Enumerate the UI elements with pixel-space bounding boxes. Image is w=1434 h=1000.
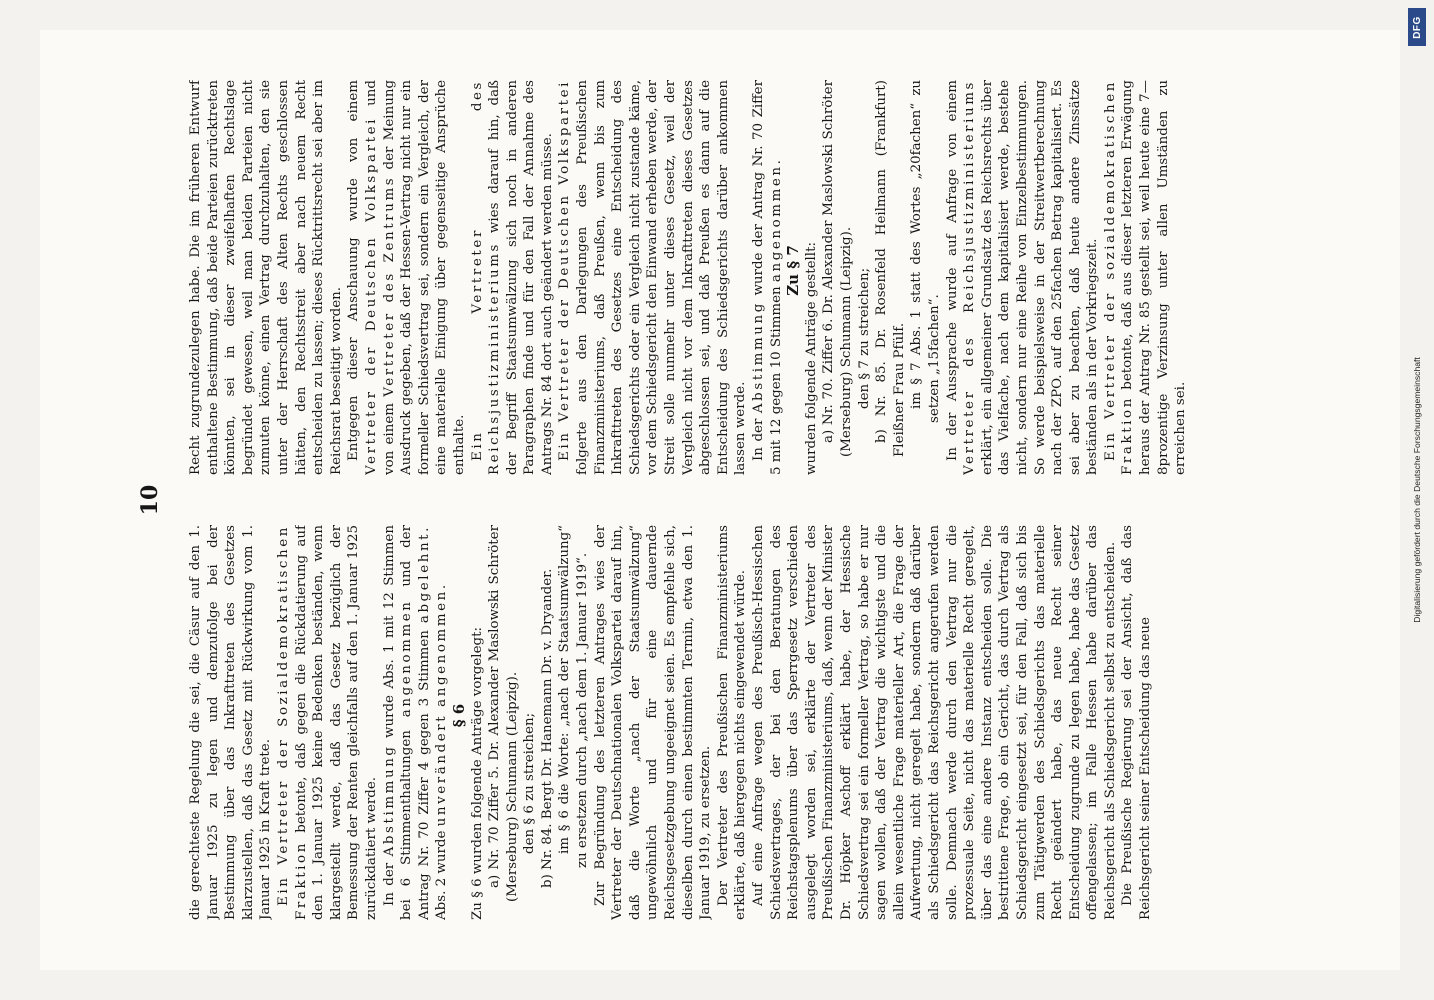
spaced-label: angenommen. bbox=[768, 157, 784, 283]
paragraph-text: In der bbox=[381, 862, 397, 906]
logo-text: DFG bbox=[1411, 15, 1423, 39]
paragraph: Zu § 6 wurden folgende Anträge vorgelegt: bbox=[469, 627, 485, 920]
paragraph-text: In der Aussprache wurde auf Anfrage von einem bbox=[944, 80, 960, 461]
paragraph bbox=[1102, 80, 1190, 475]
paragraph: Die Preußische Regierung sei der Ansicht, daß das Reichsgericht seiner Entscheidung das neue bbox=[1120, 525, 1154, 920]
paragraph: wurden folgende Anträge gestellt: bbox=[803, 242, 819, 475]
spaced-label: angenommen bbox=[399, 599, 415, 718]
spaced-label: Vertreter des Zentrums bbox=[381, 175, 397, 397]
credit-text: Digitalisierung gefördert durch die Deutsche Forschungsgemeinschaft bbox=[1412, 357, 1422, 623]
paragraph bbox=[556, 80, 750, 475]
paragraph bbox=[381, 525, 451, 920]
digitization-credit bbox=[1406, 10, 1428, 970]
right-column bbox=[187, 80, 1307, 475]
paragraph-text: wurde der Antrag Nr. 70 Ziffer 5 mit 12 gegen 10 Stimmen bbox=[751, 80, 784, 475]
left-column bbox=[187, 525, 1307, 920]
spaced-label: Ein Vertreter des Reichsjustizministeriums bbox=[469, 80, 503, 475]
page-number: 10 bbox=[137, 484, 163, 516]
paragraph-text: und von einem bbox=[363, 80, 397, 475]
paragraph-text: erklärt, ein allgemeiner Grundsatz des Reichsrechts über das Vielfache, nach dem kapitalisiert werde, bestehe nicht, sondern nur eine Reihe von Einzelbestimmungen. So werde beispielsweise in der Streitwertberechnung nach der ZPO. auf den 25fachen Betrag kapitalisiert. Es sei aber zu beachten, daß heute andere Zinssätze beständen als in der Vorkriegszeit. bbox=[979, 80, 1101, 475]
motion-a: a) Nr. 70 Ziffer 5. Dr. Alexander Maslowski Schröter (Merseburg) Schumann (Leipzig). bbox=[487, 525, 520, 902]
spaced-label: Abstimmung bbox=[751, 301, 766, 414]
paragraph: Zur Begründung des letzteren Antrages wies der Vertreter der Deutschnationalen Volkspartei darauf hin, daß die Worte „nach der Staatsumwälzung“ ungewöhnlich und für eine dauernde Reichsgesetzgebung ungeeignet seien. Es empfehle sich, dieselben durch einen bestimmten Termin, etwa den 1. Januar 1919, zu ersetzen. bbox=[592, 525, 714, 920]
motion-b-text: im § 7 Abs. 1 statt des Wortes „20fachen“ zu setzen „15fachen“. bbox=[909, 80, 942, 423]
paragraph: Auf eine Anfrage wegen des Preußisch-Hessischen Schiedsvertrages, der bei den Beratungen des Reichstagsplenums über das Sperrgesetz verschieden ausgelegt worden sei, erklärte der Vertreter des Preußischen Finanzministeriums, daß, wenn der Minister Dr. Höpker Aschoff erklärt habe, der Hessische Schiedsvertrag sei ein formeller Vertrag, so habe er nur sagen wollen, daß der Vertrag die wichtigste und die allein wesentliche Frage materieller Art, die Frage der Aufwertung, nicht geregelt habe, sondern daß darüber als Schiedsgericht das Reichsgericht angerufen werden solle. Demnach werde durch den Vertrag nur die prozessuale Seite, nicht das materielle Recht geregelt, über das eine andere Instanz entscheiden solle. Die bestrittene Frage, ob ein Gericht, das durch Vertrag als Schiedsgericht eingesetzt sei, für den Fall, daß sich bis zum Tätigwerden des Schiedsgerichts das materielle Recht geändert habe, das neue Recht seiner Entscheidung zugrunde zu legen habe, habe das Gesetz offengelassen; im Falle Hessen habe darüber das Reichsgericht als Schiedsgericht selbst zu entscheiden. bbox=[751, 525, 1118, 920]
scanned-document bbox=[40, 30, 1400, 970]
section-heading: Zu § 7 bbox=[784, 245, 803, 296]
paragraph bbox=[345, 80, 468, 475]
paragraph bbox=[944, 80, 1102, 475]
motion-a-text: den § 7 zu streichen; bbox=[856, 267, 872, 409]
spaced-label: Ein Vertreter der Sozialdemokratischen Fraktion bbox=[275, 525, 309, 920]
paragraph-text: und der Antrag Nr. 70 Ziffer 4 gegen 3 Stimmen bbox=[399, 525, 432, 920]
paragraph-text: betonte, daß gegen die Rückdatierung auf den 1. Januar 1925 keine Bedenken beständen, wenn klargestellt werde, daß das Gesetz bezüglich der Bemessung der Renten gleichfalls auf den 1. Januar 1925 zurückdatiert werde. bbox=[293, 525, 379, 920]
paragraph: Der Vertreter des Preußischen Finanzministeriums erklärte, daß hiergegen nichts eingewendet würde. bbox=[715, 525, 749, 920]
motion-b: b) Nr. 85. Dr. Rosenfeld Heilmann (Frankfurt) Fleißner Frau Pfülf. bbox=[874, 80, 907, 457]
motion-a-text: den § 6 zu streichen; bbox=[522, 712, 538, 854]
spaced-label: Vertreter der Deutschen Volkspartei bbox=[363, 116, 379, 475]
paragraph bbox=[469, 80, 557, 475]
paragraph-text: wurde Abs. 1 mit 12 Stimmen bei 6 Stimmenthaltungen bbox=[381, 525, 415, 920]
section-heading: § 6 bbox=[449, 703, 468, 728]
spaced-label: unverändert angenommen. bbox=[434, 582, 450, 827]
paragraph-text: Abs. 2 wurde bbox=[434, 830, 450, 920]
paragraph bbox=[275, 525, 381, 920]
paragraph: die gerechteste Regelung die sei, die Cäsur auf den 1. Januar 1925 zu legen und demzufolge bei der Bestimmung über das Inkrafttreten des Gesetzes klarzustellen, daß das Gesetz mit Rückwirkung vom 1. Januar 1925 in Kraft trete. bbox=[188, 525, 274, 920]
spaced-label: Ein Vertreter der Deutschen Volkspartei bbox=[557, 80, 573, 461]
rotated-page bbox=[127, 70, 1327, 930]
paragraph-text: Entgegen dieser Anschauung wurde von einem bbox=[346, 80, 362, 461]
spaced-label: abgelehnt. bbox=[416, 525, 432, 624]
paragraph-text: betonte, daß aus dieser letzteren Erwägung heraus der Antrag Nr. 85 gestellt sei, weil heute eine 7—8prozentige Verzinsung unter allen Umständen zu erreichen sei. bbox=[1120, 80, 1189, 475]
paragraph-text: der Meinung Ausdruck gegeben, daß der Hessen-Vertrag nicht nur ein formeller Schiedsvertrag sei, sondern ein Vergleich, der eine materielle Einigung über gegenseitige Ansprüche enthalte. bbox=[381, 80, 467, 475]
motion-b: b) Nr. 84. Bergt Dr. Hanemann Dr. v. Dryander. bbox=[539, 568, 555, 888]
spaced-label: Ein Vertreter der sozialdemokratischen Fraktion bbox=[1102, 80, 1136, 475]
spaced-label: Abstimmung bbox=[381, 744, 397, 857]
paragraph bbox=[750, 80, 785, 475]
paragraph-text: wies darauf hin, daß der Begriff Staatsumwälzung sich noch in anderen Paragraphen finde und für den Fall der Annahme des Antrags Nr. 84 dort auch geändert werden müsse. bbox=[487, 80, 555, 475]
paragraph-text: folgerte aus den Darlegungen des Preußischen Finanzministeriums, daß Preußen, wenn bis zum Inkrafttreten des Gesetzes eine Entscheidung des Schiedsgerichts oder ein Vergleich nicht zustande käme, vor dem Schiedsgericht den Einwand erheben werde, der Streit solle nunmehr unter dieses Gesetz, weil der Vergleich nicht vor dem Inkrafttreten dieses Gesetzes abgeschlossen sei, und daß Preußen es dann auf die Entscheidung des Schiedsgerichts darüber ankommen lassen werde. bbox=[575, 80, 749, 475]
motion-a: a) Nr. 70. Ziffer 6. Dr. Alexander Maslowski Schröter (Merseburg) Schumann (Leipzig). bbox=[821, 80, 854, 457]
paragraph-text: In der bbox=[751, 418, 766, 461]
paragraph: Recht zugrundezulegen habe. Die im früheren Entwurf enthaltene Bestimmung, daß beide Parteien zurücktreten könnten, sei in dieser zweifelhaften Rechtslage begründet gewesen, weil man beiden Parteien nicht zumuten könne, einen Vertrag durchzuhalten, den sie unter der Herrschaft des Alten Rechts geschlossen hätten, den Rechtsstreit aber nach neuem Recht entscheiden zu lassen; dieses Rücktrittsrecht sei aber im Reichsrat beseitigt worden. bbox=[188, 80, 344, 475]
spaced-label: Vertreter des Reichsjustizministeriums bbox=[962, 80, 978, 475]
motion-b-text: im § 6 die Worte: „nach der Staatsumwälzung“ zu ersetzen durch „nach dem 1. Januar 1919“. bbox=[557, 525, 591, 868]
